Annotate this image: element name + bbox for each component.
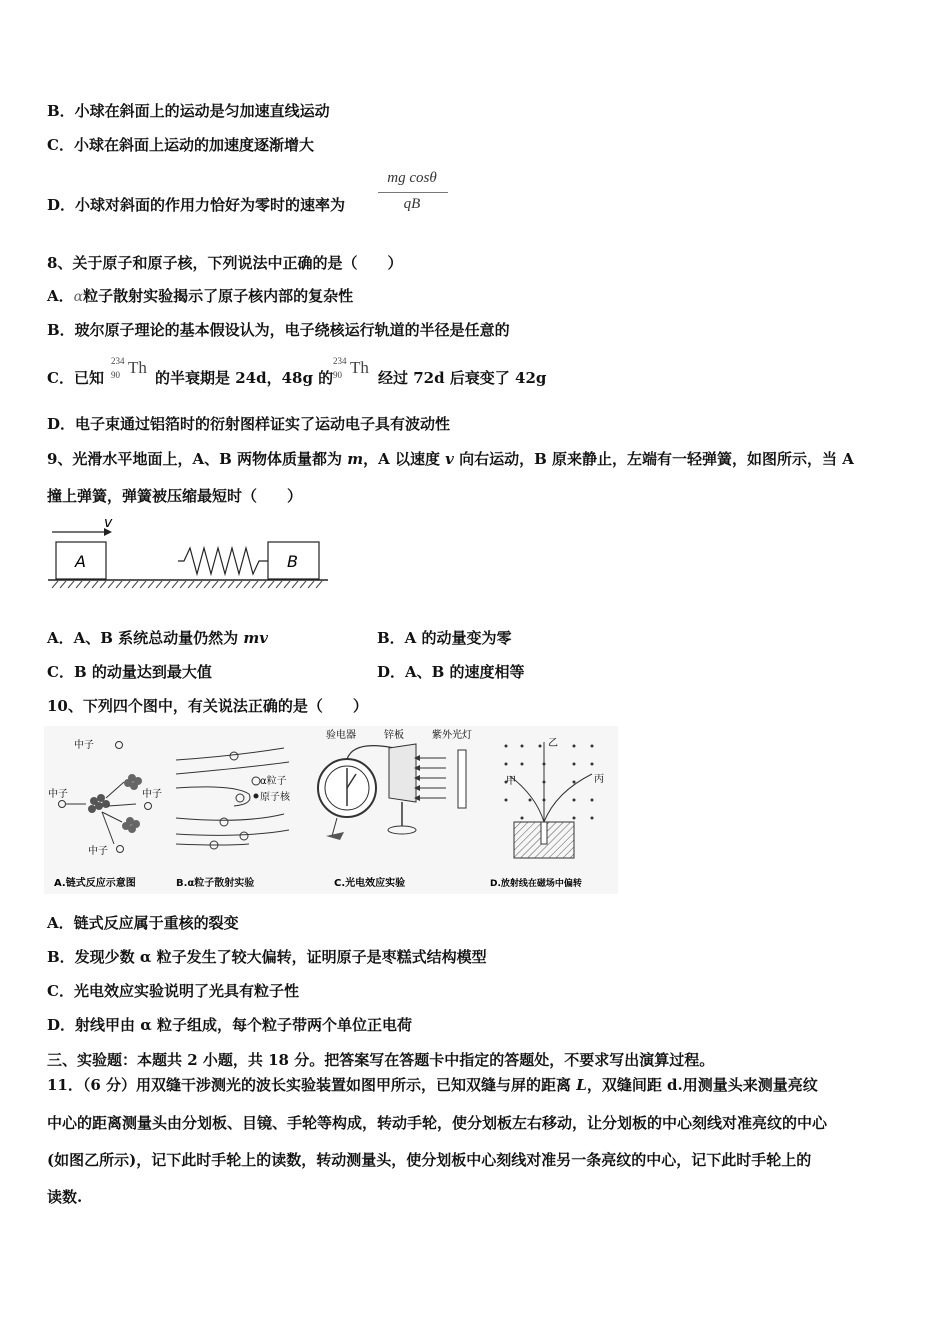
q11-line1 (47, 1075, 818, 1095)
q9-option-a-momentum: mv (243, 629, 268, 647)
q11-line1-text-a: 11．（6 分）用双缝干涉测光的波长实验装置如图甲所示，已知双缝与屏的距离 (47, 1076, 577, 1094)
q9-stem-text-b: ，A 以速度 (363, 450, 446, 468)
isotope-number-1: 90 (111, 370, 120, 380)
electroscope-label: 验电器 (326, 730, 356, 741)
block-b-label: B (287, 552, 298, 571)
q10-option-a: A．链式反应属于重核的裂变 (47, 914, 239, 932)
q9-stem-text-a: 9、光滑水平地面上，A、B 两物体质量都为 (47, 450, 348, 468)
q9-stem-line2: 撞上弹簧，弹簧被压缩最短时（ ） (47, 487, 303, 505)
q9-option-a-text: A．A、B 系统总动量仍然为 (47, 629, 244, 647)
q8-option-a (47, 286, 353, 307)
q8-stem: 8、关于原子和原子核，下列说法中正确的是（ ） (47, 254, 403, 272)
q9-stem-line1 (47, 449, 854, 469)
q9-mass-symbol: m (347, 450, 364, 468)
q11-line1-text-b: ，双缝间距 d.用测量头来测量亮纹 (586, 1076, 818, 1094)
q9-collision-figure (44, 512, 334, 592)
nucleus-label: 原子核 (260, 792, 290, 803)
alpha-symbol: α (73, 289, 84, 305)
caption-a: A.链式反应示意图 (54, 878, 136, 889)
q8-option-c-part3: 经过 72d 后衰变了 42g (378, 369, 547, 387)
q8-option-a-text: 粒子散射实验揭示了原子核内部的复杂性 (83, 287, 354, 305)
neutron-label-bottom: 中子 (88, 846, 108, 857)
isotope-symbol-1: Th (128, 358, 147, 377)
q11-distance-symbol: L (576, 1076, 587, 1094)
section-3-heading: 三、实验题：本题共 2 小题，共 18 分。把答案写在答题卡中指定的答题处，不要求写出演算过程。 (47, 1051, 715, 1069)
uv-lamp-label: 紫外光灯 (432, 730, 472, 741)
q11-line3: (如图乙所示)，记下此时手轮上的读数，转动测量头，使分划板中心刻线对准另一条亮纹的中心，记下此时手轮上的 (47, 1151, 812, 1169)
q9-option-d: D．A、B 的速度相等 (377, 663, 525, 681)
q8-option-c-part2: 的半衰期是 24d，48g 的 (155, 369, 334, 387)
q7-option-d-numerator: mg cosθ (387, 170, 437, 186)
alpha-particle-label: α粒子 (260, 776, 287, 787)
ground-hatching (52, 581, 322, 588)
q9-stem-text-c: 向右运动，B 原来静止，左端有一轻弹簧，如图所示，当 A (453, 450, 854, 468)
uv-lamp (458, 750, 466, 808)
q8-option-c-part1: C．已知 (47, 369, 104, 387)
q10-option-d: D．射线甲由 α 粒子组成，每个粒子带两个单位正电荷 (47, 1016, 412, 1034)
q7-option-b: B．小球在斜面上的运动是匀加速直线运动 (47, 102, 330, 120)
caption-b: B.α粒子散射实验 (176, 878, 255, 889)
neutron-label-left: 中子 (48, 789, 68, 800)
q7-option-c: C．小球在斜面上运动的加速度逐渐增大 (47, 136, 314, 154)
neutron-label-top: 中子 (74, 740, 94, 751)
isotope-number-2: 90 (333, 370, 342, 380)
caption-d: D.放射线在磁场中偏转 (490, 879, 582, 889)
q10-four-figures (44, 726, 618, 894)
isotope-mass-2: 234 (333, 356, 347, 366)
block-a-label: A (75, 552, 86, 571)
gold-nucleus (254, 794, 259, 799)
q8-option-a-label: A． (47, 287, 74, 305)
zinc-plate-label: 锌板 (384, 730, 404, 741)
radioactive-source-channel (541, 822, 547, 844)
q10-option-b: B．发现少数 α 粒子发生了较大偏转，证明原子是枣糕式结构模型 (47, 948, 487, 966)
isotope-mass-1: 234 (111, 356, 125, 366)
q8-option-d: D．电子束通过铝箔时的衍射图样证实了运动电子具有波动性 (47, 415, 451, 433)
q9-option-b: B．A 的动量变为零 (377, 629, 512, 647)
q9-option-a (47, 628, 268, 648)
q7-option-d-denominator: qB (403, 196, 421, 212)
zinc-plate (389, 744, 416, 802)
q9-option-c: C．B 的动量达到最大值 (47, 663, 212, 681)
q9-velocity-symbol: v (445, 450, 454, 468)
q8-option-b: B．玻尔原子理论的基本假设认为，电子绕核运行轨道的半径是任意的 (47, 321, 510, 339)
spring (178, 548, 268, 574)
q11-line2: 中心的距离测量头由分划板、目镜、手轮等构成，转动手轮，使分划板左右移动，让分划板的中心刻线对准亮纹的中心 (47, 1114, 828, 1132)
q10-option-c: C．光电效应实验说明了光具有粒子性 (47, 982, 299, 1000)
isotope-symbol-2: Th (350, 358, 369, 377)
q7-option-d: D．小球对斜面的作用力恰好为零时的速率为 (47, 196, 346, 214)
q11-line4: 读数. (47, 1188, 83, 1206)
fraction-bar (378, 192, 448, 193)
ray-yi-label: 乙 (548, 738, 558, 749)
velocity-label: v (104, 515, 113, 531)
ray-jia-label: 甲 (506, 776, 516, 787)
neutron-label-right: 中子 (142, 789, 162, 800)
ray-bing-label: 丙 (594, 774, 604, 785)
q10-stem: 10、下列四个图中，有关说法正确的是（ ） (47, 697, 368, 715)
caption-c: C.光电效应实验 (334, 878, 406, 889)
